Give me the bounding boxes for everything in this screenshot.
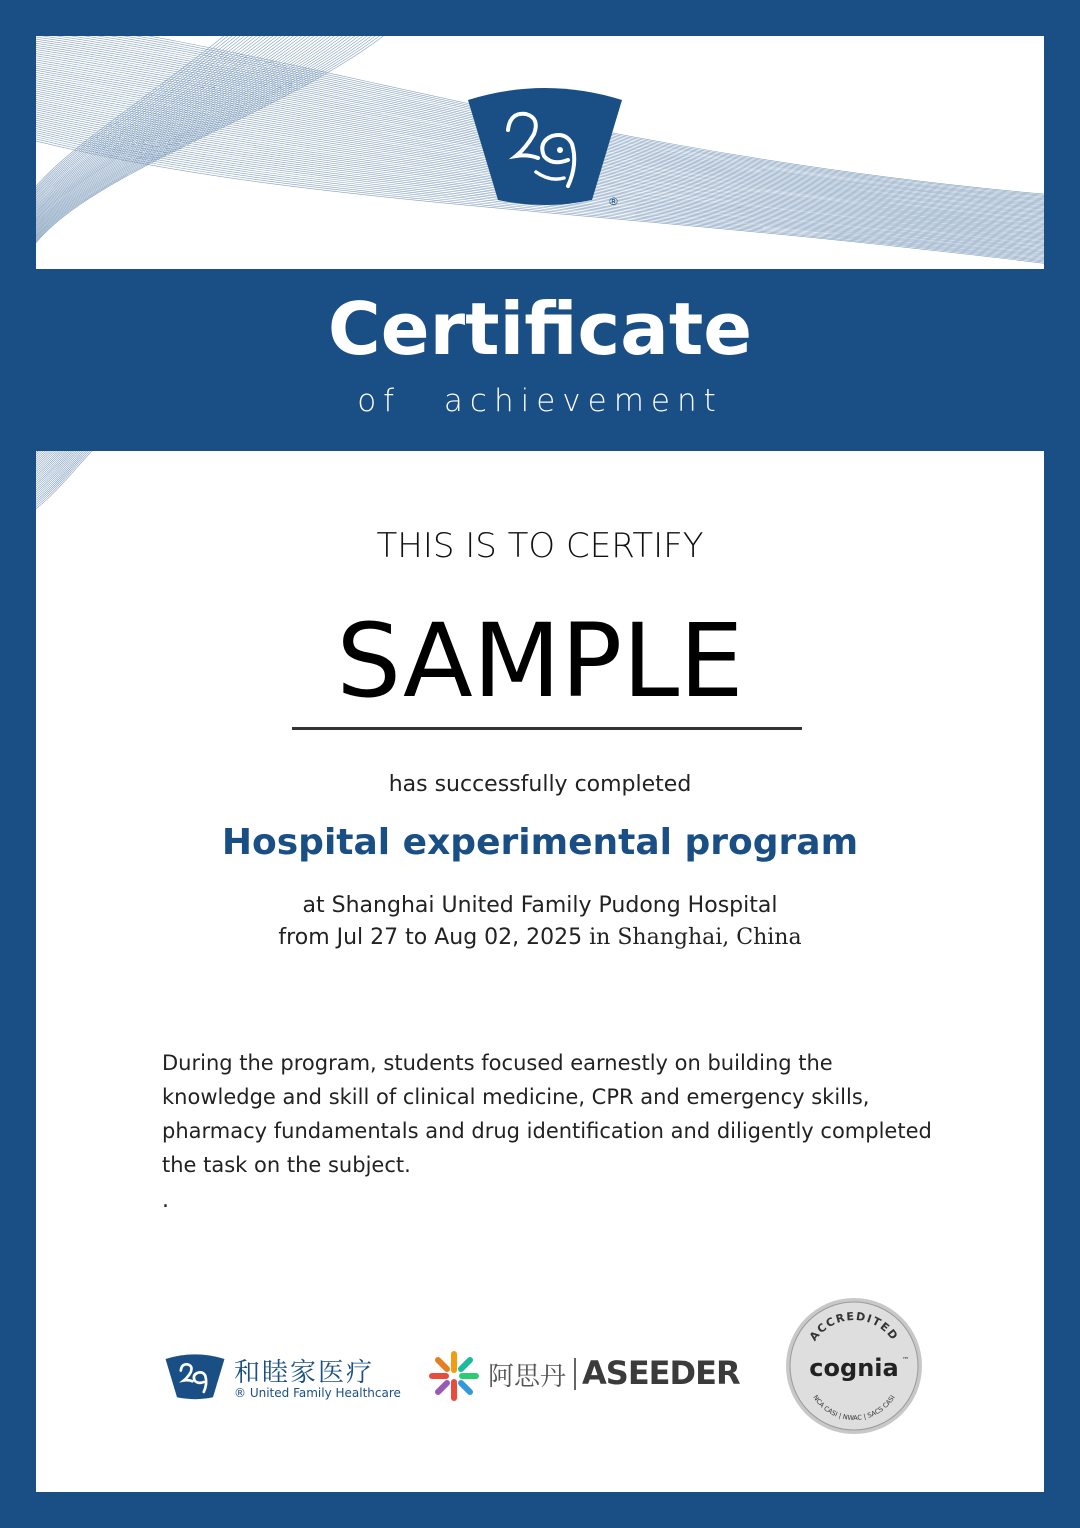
place-text: in Shanghai, China — [582, 925, 802, 950]
badge-brand: cognia — [809, 1354, 899, 1382]
ufh-reg-mark: ® — [234, 1386, 246, 1400]
recipient-name: SAMPLE — [336, 602, 744, 721]
aseeder-name-en: ASEEDER — [582, 1354, 740, 1392]
cognia-accreditation-badge — [784, 1296, 924, 1436]
ufh-name-cn: 和睦家医疗 — [234, 1358, 375, 1388]
program-details — [36, 890, 1044, 954]
certify-line: THIS IS TO CERTIFY — [376, 526, 704, 566]
aseeder-divider — [574, 1358, 576, 1390]
ufh-bird-logo-icon — [164, 1352, 226, 1402]
badge-trademark: ™ — [902, 1356, 909, 1364]
badge-top-text: ACCREDITED — [806, 1309, 902, 1344]
ufh-name-en — [234, 1386, 401, 1400]
certificate-sheet — [36, 36, 1044, 1492]
name-underline — [292, 727, 802, 730]
badge-bottom-text: NCA CASI | NWAC | SACS CASI — [811, 1393, 897, 1423]
trailing-dot: . — [162, 1188, 169, 1213]
ufh-name-en-text: United Family Healthcare — [249, 1386, 401, 1400]
location-line: at Shanghai United Family Pudong Hospital — [302, 893, 778, 918]
aseeder-name-cn: 阿思丹 — [488, 1362, 567, 1392]
asterisk-logo-icon — [428, 1350, 480, 1402]
dates-line — [36, 922, 1044, 954]
registered-mark: ® — [608, 195, 619, 208]
dates-text: from Jul 27 to Aug 02, 2025 — [278, 925, 583, 950]
program-name: Hospital experimental program — [221, 822, 859, 863]
completed-line: has successfully completed — [388, 772, 692, 797]
certificate-title: Certificate — [327, 287, 753, 371]
ufh-bird-logo-icon — [464, 82, 626, 212]
program-description: During the program, students focused earnestly on building the knowledge and skill of clinical medicine, CPR and emergency skills, pharmacy fundamentals and drug identification and diligently completed the task on the subject. — [162, 1051, 932, 1177]
certificate-subtitle: of achievement — [357, 383, 723, 419]
title-band — [36, 269, 1044, 451]
